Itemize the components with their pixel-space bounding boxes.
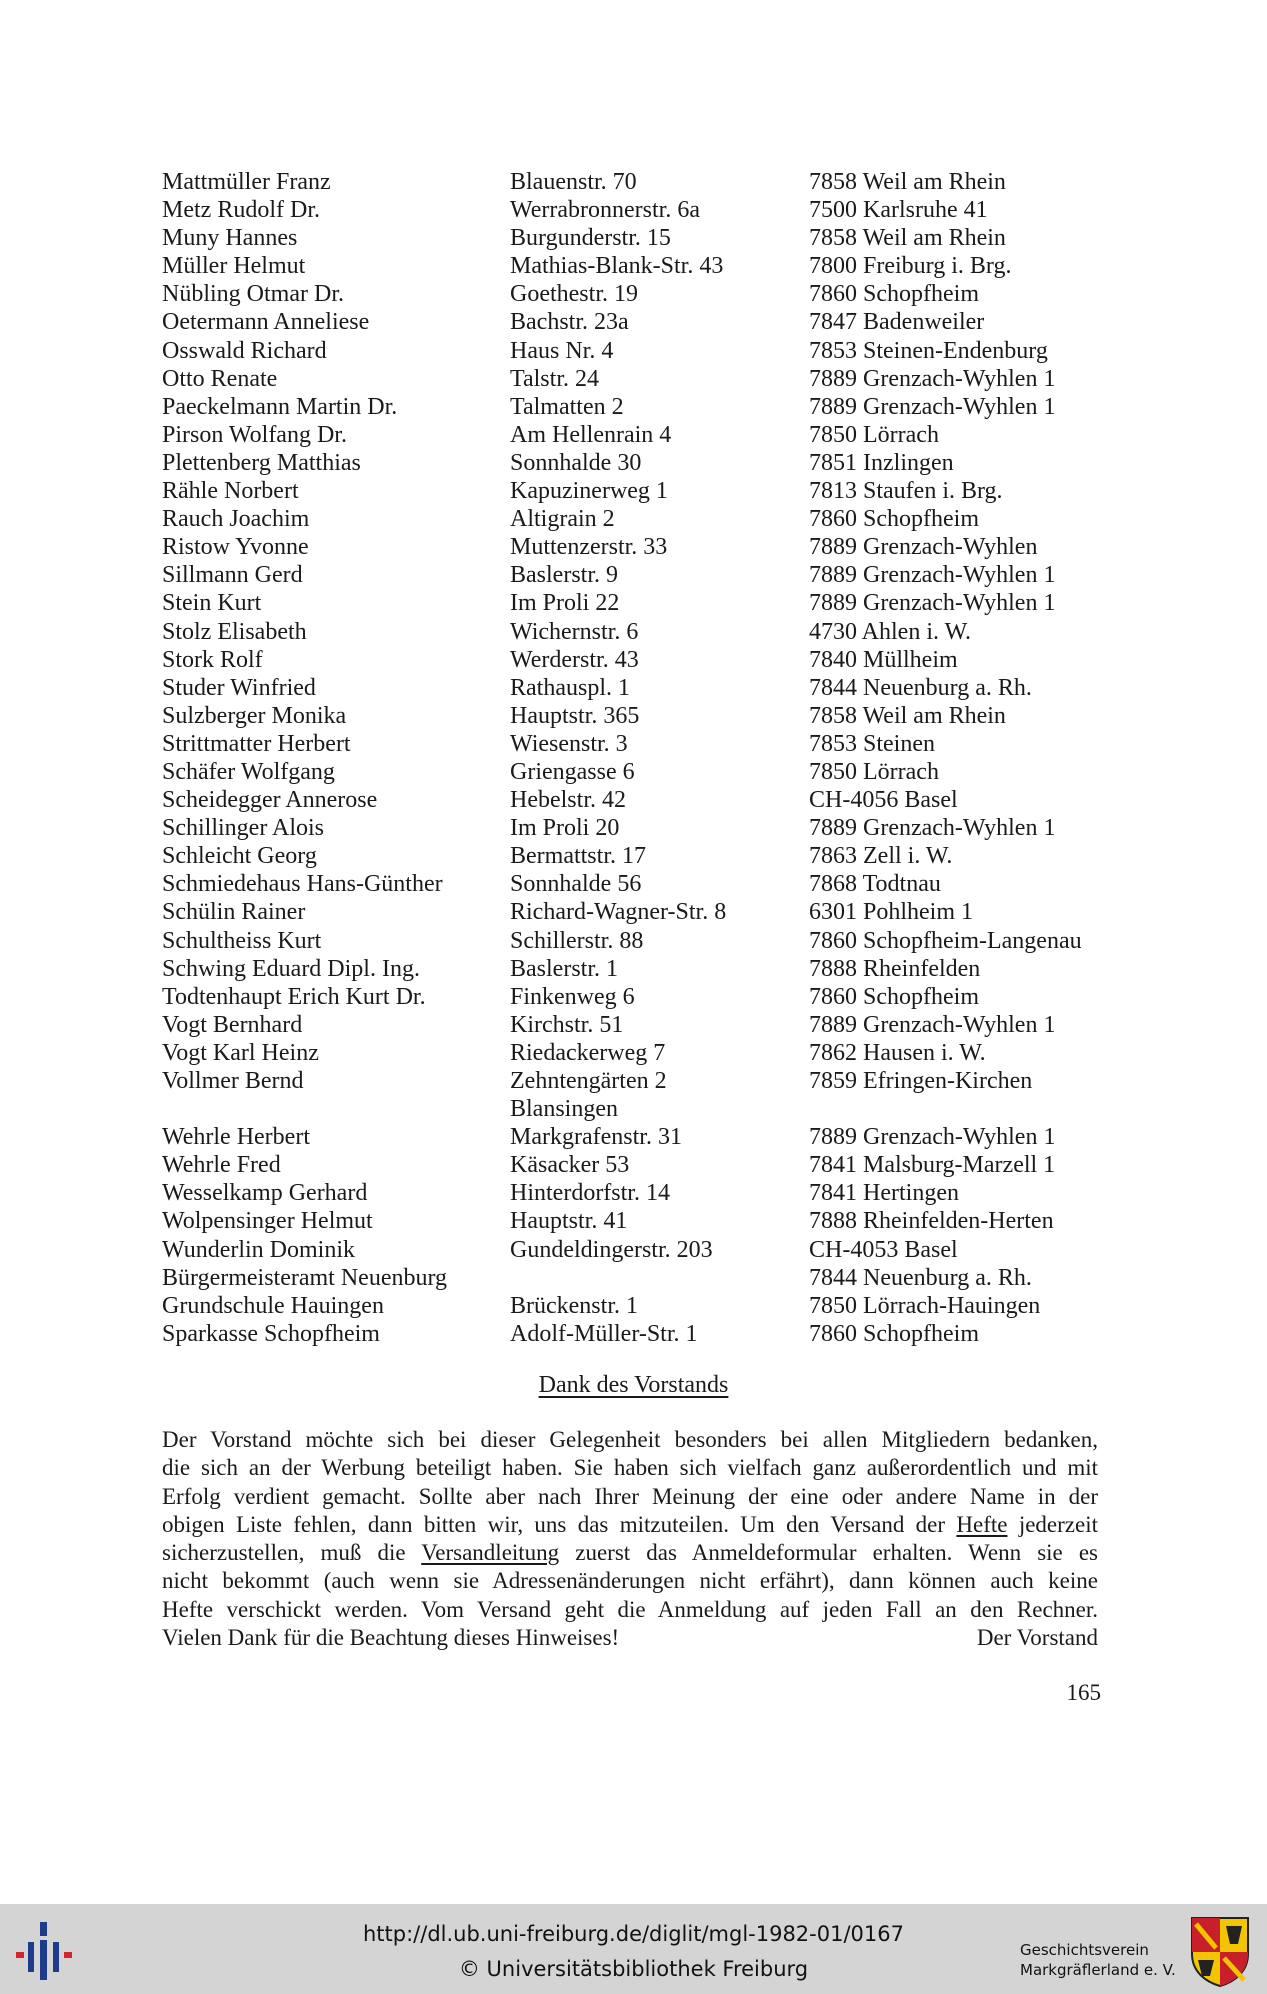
member-name: Sulzberger Monika [162,702,347,729]
list-item [162,252,1122,280]
member-street: Haus Nr. 4 [510,337,614,364]
member-street: Kapuzinerweg 1 [510,478,668,505]
member-name: Wehrle Fred [162,1152,281,1179]
list-item [162,983,1122,1011]
member-street: Richard-Wagner-Str. 8 [510,899,727,926]
member-city: 7841 Hertingen [809,1180,959,1207]
society-name-line: Geschichtsverein [1020,1941,1149,1959]
member-name: Vogt Bernhard [162,1011,303,1038]
paragraph-line: Erfolg verdient gemacht. Sollte aber nach Ihrer Meinung der eine oder andere Name in der [162,1483,1098,1509]
member-city: 7863 Zell i. W. [809,843,953,870]
member-name: Osswald Richard [162,337,327,364]
signature: Der Vorstand [976,1625,1098,1651]
member-name: Grundschule Hauingen [162,1292,384,1319]
member-street: Blauenstr. 70 [510,169,637,195]
member-name: Schleicht Georg [162,843,317,870]
member-city: 7868 Todtnau [809,871,941,898]
list-item [162,1011,1122,1039]
list-item [162,533,1122,561]
list-item [162,955,1122,983]
member-name: Mattmüller Franz [162,169,331,195]
member-street: Werrabronnerstr. 6a [510,197,700,224]
list-item [162,730,1122,758]
list-item [162,505,1122,533]
member-city [809,1095,1122,1123]
list-item [162,393,1122,421]
member-name [162,1095,510,1123]
member-name: Otto Renate [162,365,278,392]
list-item [162,898,1122,926]
member-city: 7859 Efringen-Kirchen [809,1068,1033,1094]
member-street: Sonnhalde 30 [510,449,642,476]
member-city: 7851 Inzlingen [809,449,954,476]
member-city: 7889 Grenzach-Wyhlen [809,534,1038,561]
member-street: Werderstr. 43 [510,646,639,673]
member-city: 7800 Freiburg i. Brg. [809,253,1012,280]
member-city: CH-4053 Basel [809,1236,958,1263]
member-street: Hauptstr. 365 [510,702,640,729]
list-item [162,870,1122,898]
member-street: Im Proli 20 [510,815,620,842]
member-city: 7858 Weil am Rhein [809,702,1006,729]
member-street: Talstr. 24 [510,365,599,392]
list-item [162,842,1122,870]
section-heading [0,1370,1267,1400]
member-street: Markgrafenstr. 31 [510,1124,682,1151]
paragraph-line: Der Vorstand möchte sich bei dieser Gelegenheit besonders bei allen Mitgliedern bedanken, [162,1427,1098,1452]
member-name: Strittmatter Herbert [162,730,351,757]
list-item [162,1207,1122,1235]
member-city: 4730 Ahlen i. W. [809,618,972,645]
member-name: Nübling Otmar Dr. [162,281,344,308]
member-city: 6301 Pohlheim 1 [809,899,974,926]
member-street: Altigrain 2 [510,506,615,533]
member-city: 7844 Neuenburg a. Rh. [809,674,1032,701]
member-name: Paeckelmann Martin Dr. [162,393,398,420]
member-city: 7889 Grenzach-Wyhlen 1 [809,1011,1056,1038]
member-name: Stolz Elisabeth [162,618,307,645]
member-name: Oetermann Anneliese [162,309,370,336]
list-item [162,1320,1122,1348]
member-street: Baslerstr. 9 [510,562,618,589]
member-name: Todtenhaupt Erich Kurt Dr. [162,983,426,1010]
member-city: 7860 Schopfheim [809,281,979,308]
list-item [162,927,1122,955]
list-item [162,758,1122,786]
member-street: Muttenzerstr. 33 [510,534,668,561]
member-name: Wesselkamp Gerhard [162,1180,368,1207]
paragraph-line: Hefte verschickt werden. Vom Versand geht die Anmeldung auf jeden Fall an den Rechner. [162,1596,1098,1622]
member-name: Metz Rudolf Dr. [162,197,320,224]
list-item [162,1151,1122,1179]
member-name: Bürgermeisteramt Neuenburg [162,1264,448,1291]
section-heading-text: Dank des Vorstands [538,1372,729,1398]
list-item [162,1067,1122,1095]
coat-of-arms-icon [1188,1914,1252,1988]
list-item [162,1292,1122,1320]
member-city: 7860 Schopfheim [809,506,979,533]
member-city: 7862 Hausen i. W. [809,1039,986,1066]
list-item [162,618,1122,646]
member-street: Brückenstr. 1 [510,1292,638,1319]
member-city: 7847 Badenweiler [809,309,985,336]
list-item [162,1039,1122,1067]
member-name: Vogt Karl Heinz [162,1039,319,1066]
list-item [162,646,1122,674]
thanks-paragraph [162,1426,1098,1652]
list-item [162,168,1122,196]
member-city: 7858 Weil am Rhein [809,169,1006,195]
member-city: 7841 Malsburg-Marzell 1 [809,1152,1056,1179]
member-street: Burgunderstr. 15 [510,225,671,252]
footer-copyright: © Universitätsbibliothek Freiburg [458,1957,809,1981]
member-street: Sonnhalde 56 [510,871,642,898]
list-item [162,337,1122,365]
member-name: Schwing Eduard Dipl. Ing. [162,955,420,982]
member-name: Schäfer Wolfgang [162,758,335,785]
member-street: Talmatten 2 [510,393,624,420]
member-name: Müller Helmut [162,253,306,280]
member-city: 7889 Grenzach-Wyhlen 1 [809,1124,1056,1151]
list-item [162,477,1122,505]
paragraph-text: Vielen Dank für die Beachtung dieses Hinweises! [162,1625,620,1651]
member-name: Schmiedehaus Hans-Günther [162,871,443,898]
member-name: Sillmann Gerd [162,562,303,589]
member-city: 7889 Grenzach-Wyhlen 1 [809,393,1056,420]
member-city: 7889 Grenzach-Wyhlen 1 [809,365,1056,392]
list-item [162,308,1122,336]
member-address-list [162,168,1122,1348]
member-name: Muny Hannes [162,225,298,252]
page-number: 165 [1066,1680,1101,1705]
member-city: 7850 Lörrach-Hauingen [809,1292,1041,1319]
list-item [162,224,1122,252]
member-street: Rathauspl. 1 [510,674,630,701]
member-name: Sparkasse Schopfheim [162,1320,380,1347]
member-city: 7500 Karlsruhe 41 [809,197,988,224]
list-item [162,674,1122,702]
member-city: 7888 Rheinfelden [809,955,981,982]
member-street: Mathias-Blank-Str. 43 [510,253,724,280]
member-city: 7844 Neuenburg a. Rh. [809,1264,1032,1291]
member-name: Stork Rolf [162,646,263,673]
member-street: Im Proli 22 [510,590,620,617]
member-city: 7853 Steinen [809,730,935,757]
member-city: 7860 Schopfheim [809,1320,979,1347]
paragraph-text: jederzeit [1007,1511,1098,1537]
member-city: 7813 Staufen i. Brg. [809,478,1003,505]
member-street: Käsacker 53 [510,1152,630,1179]
list-item [162,702,1122,730]
member-street: Goethestr. 19 [510,281,638,308]
member-name: Wolpensinger Helmut [162,1208,373,1235]
member-street: Wichernstr. 6 [510,618,639,645]
underlined-word: Hefte [956,1511,1008,1537]
member-name: Wunderlin Dominik [162,1236,356,1263]
member-city: 7889 Grenzach-Wyhlen 1 [809,562,1056,589]
member-name: Vollmer Bernd [162,1068,304,1094]
list-item [162,196,1122,224]
member-name: Rauch Joachim [162,506,310,533]
member-street: Blansingen [510,1096,618,1123]
member-street: Griengasse 6 [510,758,635,785]
list-item [162,365,1122,393]
member-name: Wehrle Herbert [162,1124,310,1151]
member-street [510,1264,809,1292]
list-item [162,280,1122,308]
member-name: Ristow Yvonne [162,534,309,561]
paragraph-line [162,1511,1098,1539]
member-name: Scheidegger Annerose [162,787,378,814]
list-item [162,1179,1122,1207]
member-street: Kirchstr. 51 [510,1011,624,1038]
society-name [1020,1940,1176,1980]
footer-bar [0,1904,1267,1994]
member-city: 7860 Schopfheim [809,983,979,1010]
list-item [162,1236,1122,1264]
paragraph-text: sicherzustellen, muß die [162,1540,422,1566]
member-name: Stein Kurt [162,590,262,617]
member-street: Hebelstr. 42 [510,787,626,814]
member-name: Schülin Rainer [162,899,306,926]
paragraph-line: nicht bekommt (auch wenn sie Adressenänderungen nicht erfährt), dann können auch keine [162,1568,1098,1594]
list-item [162,1264,1122,1292]
member-city: 7858 Weil am Rhein [809,225,1006,252]
member-street: Baslerstr. 1 [510,955,618,982]
paragraph-line [162,1624,1098,1652]
member-street: Zehntengärten 2 [510,1068,667,1094]
member-city: 7853 Steinen-Endenburg [809,337,1048,364]
member-name: Studer Winfried [162,674,316,701]
member-street: Gundeldingerstr. 203 [510,1236,713,1263]
member-city: CH-4056 Basel [809,787,958,814]
underlined-word: Versandleitung [421,1540,560,1566]
member-street: Wiesenstr. 3 [510,730,628,757]
list-item [162,449,1122,477]
member-street: Hauptstr. 41 [510,1208,628,1235]
member-city: 7889 Grenzach-Wyhlen 1 [809,590,1056,617]
member-street: Adolf-Müller-Str. 1 [510,1320,698,1347]
list-item [162,589,1122,617]
paragraph-text: obigen Liste fehlen, dann bitten wir, uns das mitzuteilen. Um den Versand der [162,1511,957,1537]
member-name: Schillinger Alois [162,815,324,842]
member-city: 7889 Grenzach-Wyhlen 1 [809,815,1056,842]
member-street: Bachstr. 23a [510,309,629,336]
member-name: Schultheiss Kurt [162,927,322,954]
member-street: Finkenweg 6 [510,983,635,1010]
paragraph-line: die sich an der Werbung beteiligt haben. Sie haben sich vielfach ganz außerordentlich und mit [162,1455,1098,1481]
society-name-line: Markgräflerland e. V. [1020,1961,1176,1979]
member-street: Hinterdorfstr. 14 [510,1180,670,1207]
list-item [162,561,1122,589]
member-name: Pirson Wolfang Dr. [162,421,347,448]
member-name: Rähle Norbert [162,478,299,505]
member-street: Bermattstr. 17 [510,843,646,870]
list-item [162,1123,1122,1151]
list-item [162,421,1122,449]
member-city: 7860 Schopfheim-Langenau [809,927,1082,954]
member-name: Plettenberg Matthias [162,449,361,476]
list-item [162,786,1122,814]
footer-url[interactable]: http://dl.ub.uni-freiburg.de/diglit/mgl-1982-01/0167 [362,1922,904,1946]
list-item [162,814,1122,842]
member-city: 7840 Müllheim [809,646,958,673]
member-city: 7850 Lörrach [809,758,939,785]
member-city: 7888 Rheinfelden-Herten [809,1208,1054,1235]
paragraph-line [162,1539,1098,1567]
member-street: Am Hellenrain 4 [510,421,672,448]
member-street: Riedackerweg 7 [510,1039,666,1066]
member-street: Schillerstr. 88 [510,927,644,954]
paragraph-text: zuerst das Anmeldeformular erhalten. Wenn sie es [559,1540,1098,1566]
member-city: 7850 Lörrach [809,421,939,448]
list-item [162,1095,1122,1123]
